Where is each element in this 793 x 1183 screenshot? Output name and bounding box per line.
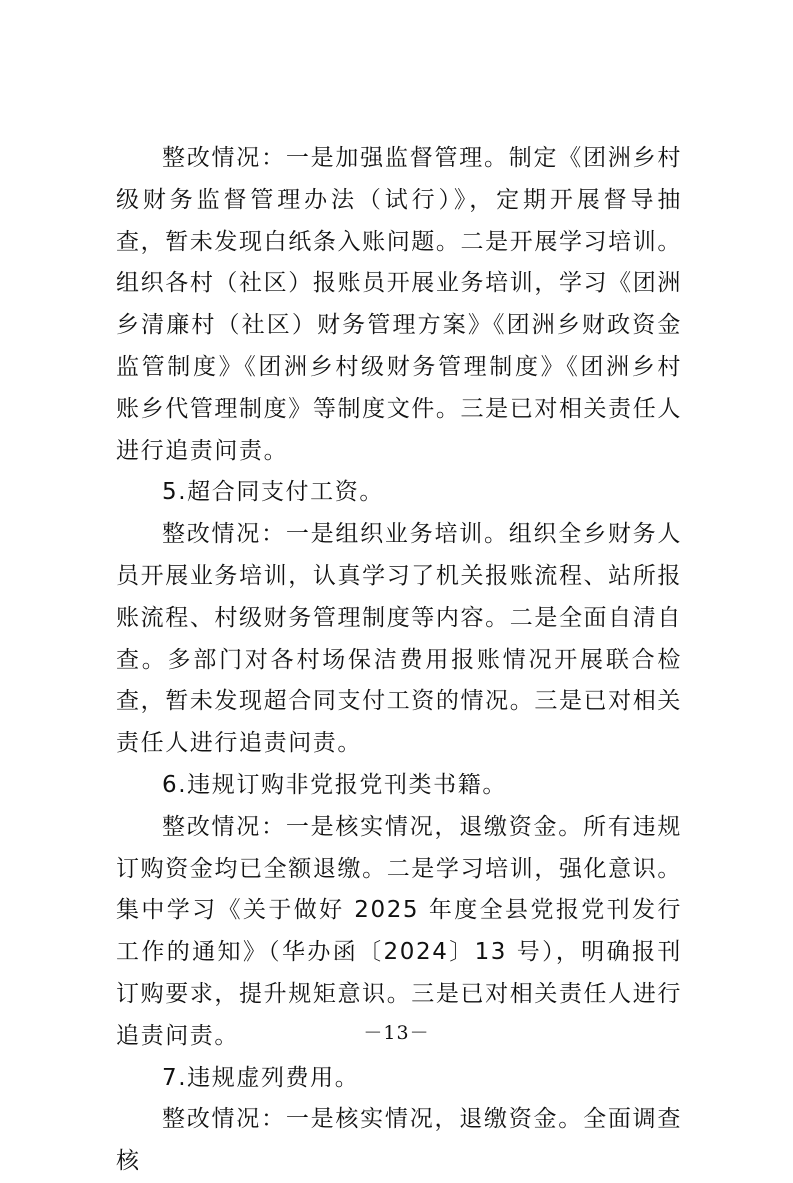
paragraph-rectification-4: 整改情况：一是加强监督管理。制定《团洲乡村级财务监督管理办法（试行）》，定期开展督导抽查，暂未发现白纸条入账问题。二是开展学习培训。组织各村（社区）报账员开展业务培训，学习《团洲乡清廉村（社区）财务管理方案》《团洲乡财政资金监管制度》《团洲乡村级财务管理制度》《团洲乡村账乡代管理制度》等制度文件。三是已对相关责任人进行追责问责。 <box>116 145 682 464</box>
paragraph-rectification-6: 整改情况：一是核实情况，退缴资金。所有违规订购资金均已全额退缴。二是学习培训，强化意识。集中学习《关于做好 2025 年度全县党报党刊发行工作的通知》（华办函〔2024〕13 号），明确报刊订购要求，提升规矩意识。三是已对相关责任人进行追责问责。 <box>116 813 682 1049</box>
page-number: －13－ <box>363 1022 430 1044</box>
section-heading-7: 7.违规虚列费用。 <box>162 1064 360 1091</box>
paragraph-rectification-7: 整改情况：一是核实情况，退缴资金。全面调查核 <box>116 1106 682 1175</box>
section-heading-6: 6.违规订购非党报党刊类书籍。 <box>162 771 507 798</box>
section-heading-5: 5.超合同支付工资。 <box>162 479 384 506</box>
paragraph-rectification-5: 整改情况：一是组织业务培训。组织全乡财务人员开展业务培训，认真学习了机关报账流程、站所报账流程、村级财务管理制度等内容。二是全面自清自查。多部门对各村场保洁费用报账情况开展联合检查，暂未发现超合同支付工资的情况。三是已对相关责任人进行追责问责。 <box>116 521 682 757</box>
